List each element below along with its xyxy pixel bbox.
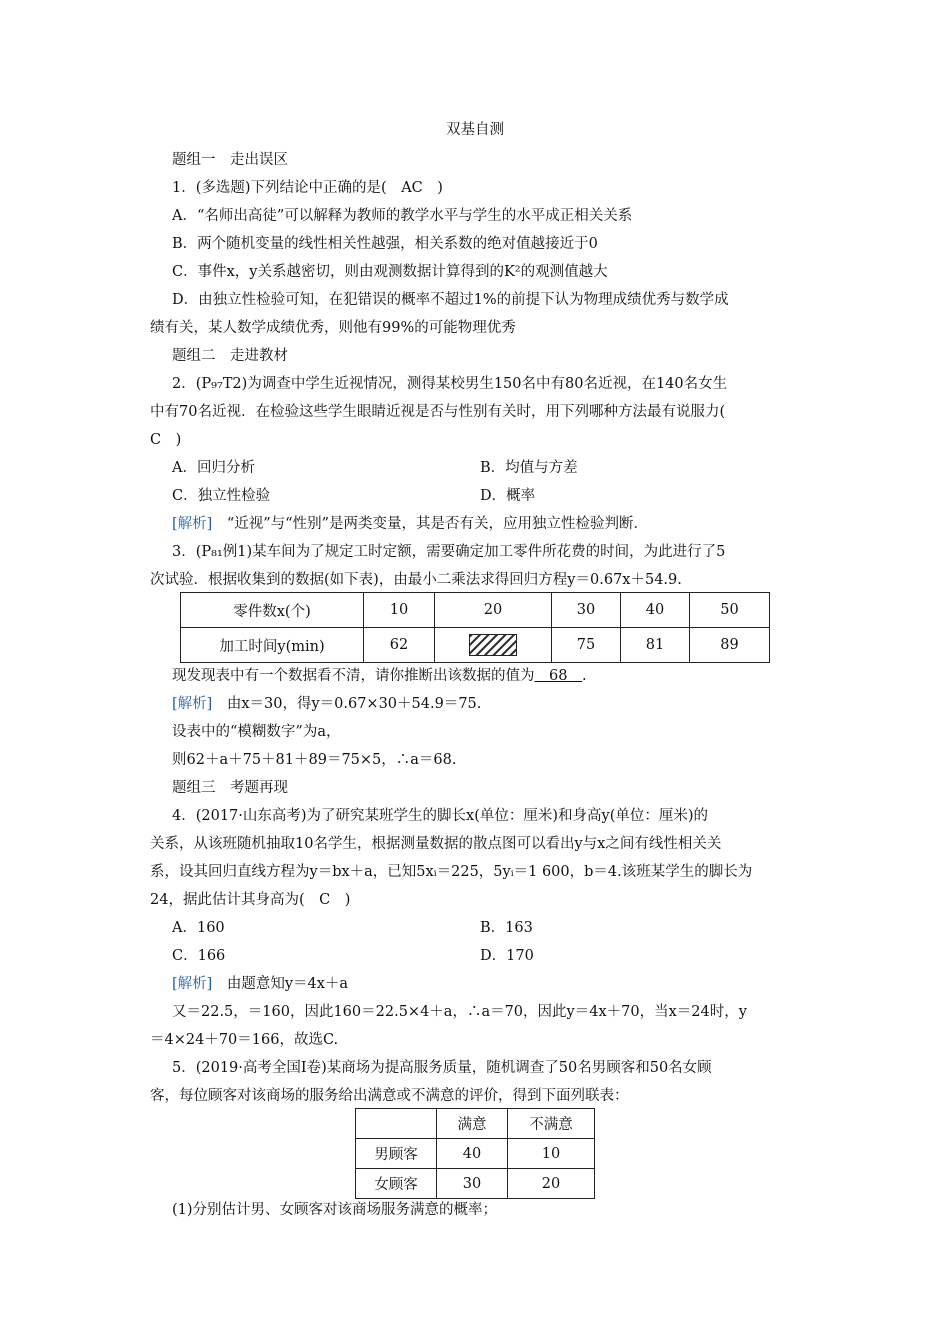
table-cell: 零件数x(个) — [181, 593, 364, 628]
q1-option-b: B．两个随机变量的线性相关性越强，相关系数的绝对值越接近于0 — [172, 236, 598, 252]
q3-line1: 3．(P₈₁例1)某车间为了规定工时定额，需要确定加工零件所花费的时间，为此进行了5 — [172, 544, 726, 560]
q3-explanation-1 — [172, 694, 481, 714]
q4-line4: 24，据此估计其身高为( C ) — [150, 892, 351, 908]
table-cell: 20 — [435, 593, 552, 628]
q1-option-c: C．事件x，y关系越密切，则由观测数据计算得到的K²的观测值越大 — [172, 264, 608, 280]
q4-explanation-text: 由题意知y＝4x＋a — [212, 976, 349, 992]
q4-explanation-1 — [172, 974, 348, 994]
q2-option-d: D．概率 — [480, 488, 536, 504]
q3-data-table — [180, 592, 770, 663]
table-cell: 30 — [437, 1169, 508, 1199]
table-cell: 89 — [690, 628, 770, 663]
table-cell: 50 — [690, 593, 770, 628]
table-cell: 40 — [437, 1139, 508, 1169]
table-cell: 女顾客 — [356, 1169, 437, 1199]
table-cell: 满意 — [437, 1109, 508, 1139]
analysis-tag: [解析] — [172, 696, 213, 712]
table-row — [356, 1139, 595, 1169]
q2-option-c: C．独立性检验 — [172, 488, 271, 504]
q5-line1: 5．(2019·高考全国Ⅰ卷)某商场为提高服务质量，随机调查了50名男顾客和50名女顾 — [172, 1060, 712, 1076]
table-row — [356, 1109, 595, 1139]
q2-line1: 2．(P₉₇T2)为调查中学生近视情况，测得某校男生150名中有80名近视，在140名女生 — [172, 376, 728, 392]
q5-subquestion-1: (1)分别估计男、女顾客对该商场服务满意的概率； — [172, 1202, 498, 1218]
table-row — [356, 1169, 595, 1199]
table-cell: 男顾客 — [356, 1139, 437, 1169]
q4-explanation-2: 又＝22.5，＝160，因此160＝22.5×4＋a，∴a＝70，因此y＝4x＋70，当x＝24时，y — [172, 1004, 747, 1020]
q2-line2: 中有70名近视．在检验这些学生眼睛近视是否与性别有关时，用下列哪种方法最有说服力( — [150, 404, 726, 420]
q2-option-b: B．均值与方差 — [480, 460, 578, 476]
q3-answer: 68 — [534, 668, 582, 684]
q4-line3: 系，设其回归直线方程为y＝bx＋a，已知5xᵢ＝225，5yᵢ＝1 600，b＝4.该班某学生的脚长为 — [150, 864, 753, 880]
q1-option-a: A．“名师出高徒”可以解释为教师的教学水平与学生的水平成正相关关系 — [172, 208, 633, 224]
table-cell: 加工时间y(min) — [181, 628, 364, 663]
table-cell: 62 — [364, 628, 435, 663]
table-cell: 10 — [508, 1139, 595, 1169]
q3-question-end: . — [581, 668, 587, 684]
table-cell: 10 — [364, 593, 435, 628]
analysis-tag: [解析] — [172, 516, 213, 532]
table-cell: 不满意 — [508, 1109, 595, 1139]
q2-line3: C ) — [150, 432, 182, 448]
q3-explanation-text: 由x＝30，得y＝0.67×30＋54.9＝75. — [212, 696, 482, 712]
q3-explanation-2: 设表中的“模糊数字”为a， — [172, 724, 341, 740]
blurred-number-icon — [469, 634, 517, 656]
q3-question-text: 现发现表中有一个数据看不清，请你推断出该数据的值为 — [172, 668, 535, 684]
table-cell: 30 — [552, 593, 621, 628]
table-cell: 75 — [552, 628, 621, 663]
q2-explanation — [172, 514, 648, 534]
group-heading-3: 题组三 考题再现 — [172, 780, 288, 796]
q4-option-b: B．163 — [480, 920, 533, 936]
q1-option-d-line1: D．由独立性检验可知，在犯错误的概率不超过1%的前提下认为物理成绩优秀与数学成 — [172, 292, 729, 308]
table-cell: 81 — [621, 628, 690, 663]
q4-option-d: D．170 — [480, 948, 534, 964]
table-row — [181, 628, 770, 663]
q4-line1: 4．(2017·山东高考)为了研究某班学生的脚长x(单位：厘米)和身高y(单位：厘米)的 — [172, 808, 709, 824]
q1-stem: 1．(多选题)下列结论中正确的是( AC ) — [172, 180, 443, 196]
table-cell: 20 — [508, 1169, 595, 1199]
q3-question — [172, 666, 587, 686]
q2-option-a: A．回归分析 — [172, 460, 255, 476]
q1-option-d-line2: 绩有关，某人数学成绩优秀，则他有99%的可能物理优秀 — [150, 320, 516, 336]
q2-explanation-text: “近视”与“性别”是两类变量，其是否有关，应用独立性检验判断． — [212, 516, 648, 532]
table-row — [181, 593, 770, 628]
q5-contingency-table — [355, 1108, 595, 1199]
page-title: 双基自测 — [446, 122, 504, 138]
q4-line2: 关系，从该班随机抽取10名学生，根据测量数据的散点图可以看出y与x之间有线性相关关 — [150, 836, 722, 852]
table-cell — [435, 628, 552, 663]
q4-explanation-3: ＝4×24＋70＝166，故选C. — [150, 1032, 339, 1048]
q4-option-a: A．160 — [172, 920, 225, 936]
table-cell — [356, 1109, 437, 1139]
q3-explanation-3: 则62＋a＋75＋81＋89＝75×5，∴a＝68. — [172, 752, 457, 768]
table-cell: 40 — [621, 593, 690, 628]
q4-option-c: C．166 — [172, 948, 226, 964]
group-heading-2: 题组二 走进教材 — [172, 348, 288, 364]
q5-line2: 客，每位顾客对该商场的服务给出满意或不满意的评价，得到下面列联表： — [150, 1088, 629, 1104]
q3-line2: 次试验．根据收集到的数据(如下表)，由最小二乘法求得回归方程y＝0.67x＋54.9. — [150, 572, 682, 588]
group-heading-1: 题组一 走出误区 — [172, 152, 288, 168]
analysis-tag: [解析] — [172, 976, 213, 992]
